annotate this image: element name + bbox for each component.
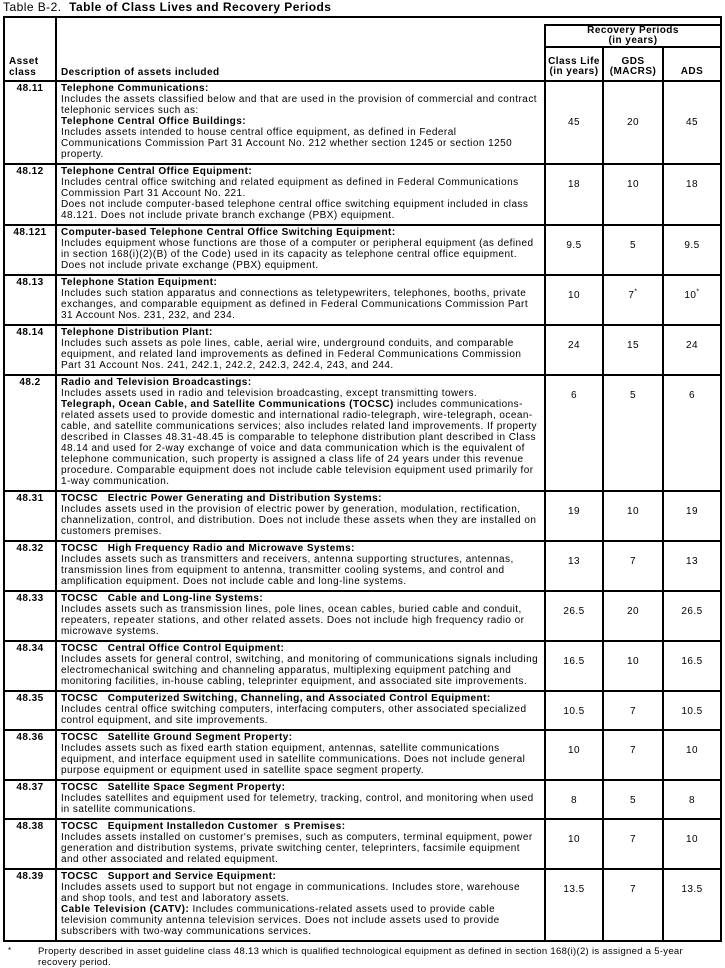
description-cell xyxy=(55,781,544,818)
col-header-class-life: Class Life (in years) xyxy=(544,48,602,80)
description-paragraph: Telephone Distribution Plant: xyxy=(61,327,213,338)
asset-class-cell: 48.34 xyxy=(16,643,44,654)
class-life-cell: 6 xyxy=(544,376,602,490)
description-paragraph: Does not include computer-based telephone central office switching equipment included in class 48.121. Does not include private branch exchange (PBX) equipment. xyxy=(61,199,532,221)
table-row xyxy=(5,540,720,590)
description-paragraph: Radio and Television Broadcastings: xyxy=(61,377,252,388)
table-row xyxy=(5,640,720,690)
description-paragraph: Computer-based Telephone Central Office Switching Equipment: xyxy=(61,227,396,238)
gds-cell: 10 xyxy=(602,642,662,690)
ads-cell: 8 xyxy=(662,781,720,818)
ads-cell: 16.5 xyxy=(662,642,720,690)
description-cell xyxy=(55,276,544,324)
description-cell xyxy=(55,542,544,590)
class-life-cell: 24 xyxy=(544,326,602,374)
table-row xyxy=(5,274,720,324)
description-paragraph: Includes central office switching computers, interfacing computers, other associated specialized control equipment, and site improvements. xyxy=(61,704,530,726)
asset-class-cell: 48.14 xyxy=(16,327,44,338)
description-cell xyxy=(55,820,544,868)
table-row xyxy=(5,324,720,374)
table-body xyxy=(5,80,720,940)
asset-class-cell: 48.35 xyxy=(16,693,44,704)
ads-cell: 13 xyxy=(662,542,720,590)
asset-class-cell: 48.31 xyxy=(16,493,44,504)
description-paragraph: Includes the assets classified below and that are used in the provision of commercial and contract telephonic services such as: xyxy=(61,94,541,116)
class-life-cell: 26.5 xyxy=(544,592,602,640)
asset-class-cell: 48.32 xyxy=(16,543,44,554)
col-header-recovery-periods: Recovery Periods (in years) xyxy=(544,24,720,48)
footnote-text: Property described in asset guideline class 48.13 which is qualified technological equipment as defined in section 168(i)(2) is assigned a 5-year recovery period. xyxy=(38,946,683,968)
asset-class-cell: 48.38 xyxy=(16,821,44,832)
asset-class-cell: 48.37 xyxy=(16,782,44,793)
ads-cell: 10 xyxy=(662,731,720,779)
table-row xyxy=(5,374,720,490)
class-life-cell: 8 xyxy=(544,781,602,818)
class-life-cell: 10 xyxy=(544,820,602,868)
description-paragraph: Includes assets such as fixed earth station equipment, antennas, satellite communications equipment, and interface equipment used in satellite communications. Does not include general purpose equipment or equipment used in satellite space segment property. xyxy=(61,743,529,776)
table-row xyxy=(5,729,720,779)
description-paragraph: Telegraph, Ocean Cable, and Satellite Communications (TOCSC) includes communications-related assets used to provide domestic and international radio-telegraph, wire-telegraph, ocean-cable, and satellite communications services; also includes related land improvements. If property described in Classes 48.31-48.45 is comparable to telephone distribution plant described in Class 48.14 and used for 2-way exchange of voice and data communication which is the equivalent of telephone communication, such property is assigned a class life of 24 years under this revenue procedure. Comparable equipment does not include cable television equipment used primarily for 1-way communication. xyxy=(61,399,541,487)
description-paragraph: Telephone Station Equipment: xyxy=(61,277,218,288)
ads-cell: 9.5 xyxy=(662,226,720,274)
description-paragraph: Includes assets used to support but not engage in communications. Includes store, warehouse and shop tools, and test and laboratory assets. xyxy=(61,882,524,904)
ads-cell: 18 xyxy=(662,165,720,224)
description-paragraph: Includes assets installed on customer's premises, such as computers, terminal equipment, power generation and distribution systems, private switching center, teleprinters, facsimile equipment and other associated and related equipment. xyxy=(61,832,536,865)
description-paragraph: Includes assets used in radio and television broadcasting, except transmitting towers. xyxy=(61,388,478,399)
description-paragraph: Includes equipment whose functions are those of a computer or peripheral equipment (as defined in section 168(i)(2)(B) of the Code) used in its capacity as telephone central office equipment. Does not include private exchange (PBX) equipment. xyxy=(61,238,537,271)
table-row xyxy=(5,590,720,640)
description-cell xyxy=(55,376,544,490)
gds-cell: 7 xyxy=(602,820,662,868)
table-number: Table B-2. xyxy=(3,0,70,14)
asset-class-cell: 48.121 xyxy=(13,227,47,238)
gds-cell: 7 xyxy=(602,731,662,779)
description-cell xyxy=(55,870,544,940)
header-subrow xyxy=(544,48,720,80)
description-paragraph: Includes assets for general control, switching, and monitoring of communications signals including electromechanical switching and channeling apparatus, multiplexing equipment patching and monitoring facilities, in-house cabling, teleprinter equipment, and associated site improvements. xyxy=(61,654,542,687)
class-life-cell: 18 xyxy=(544,165,602,224)
description-paragraph: Cable Television (CATV): Includes communications-related assets used to provide cable television community antenna television services. Does not include assets used to provide subscribers with two-way communications services. xyxy=(61,904,503,937)
table-row xyxy=(5,818,720,868)
gds-cell: 10 xyxy=(602,165,662,224)
description-paragraph: Includes assets such as transmission lines, pole lines, ocean cables, buried cable and conduit, repeaters, repeater stations, and other related assets. Does not include high frequency radio or microwave systems. xyxy=(61,604,528,637)
table-row xyxy=(5,868,720,940)
description-paragraph: Includes such assets as pole lines, cable, aerial wire, underground conduits, and comparable equipment, and related land improvements as defined in Federal Communications Commission Part 31 Account Nos. 241, 242.1, 242.2, 242.3, 242.4, 243, and 244. xyxy=(61,338,525,371)
description-cell xyxy=(55,226,544,274)
ads-cell: 10 xyxy=(662,820,720,868)
description-cell xyxy=(55,731,544,779)
description-cell xyxy=(55,692,544,729)
gds-cell: 7 xyxy=(602,692,662,729)
asset-class-cell: 48.11 xyxy=(16,83,44,94)
class-life-cell: 16.5 xyxy=(544,642,602,690)
class-life-cell: 13.5 xyxy=(544,870,602,940)
ads-cell: 19 xyxy=(662,492,720,540)
table-header xyxy=(5,18,720,80)
description-paragraph: Includes assets used in the provision of electric power by generation, modulation, rectification, channelization, control, and distribution. Does not include these assets when they are installed on customers premises. xyxy=(61,504,540,537)
description-cell xyxy=(55,492,544,540)
class-life-cell: 9.5 xyxy=(544,226,602,274)
ads-cell: 6 xyxy=(662,376,720,490)
description-paragraph: TOCSC Cable and Long-line Systems: xyxy=(61,593,264,604)
class-life-cell: 10.5 xyxy=(544,692,602,729)
gds-cell: 10 xyxy=(602,492,662,540)
ads-cell: 24 xyxy=(662,326,720,374)
table-row xyxy=(5,490,720,540)
description-paragraph: TOCSC Electric Power Generating and Distribution Systems: xyxy=(61,493,382,504)
table-row xyxy=(5,779,720,818)
gds-cell: 20 xyxy=(602,82,662,163)
footnote xyxy=(8,946,725,968)
page-title xyxy=(0,0,725,16)
asset-class-cell: 48.12 xyxy=(16,166,44,177)
col-header-asset-class: Asset class xyxy=(9,56,39,78)
description-paragraph: TOCSC Satellite Space Segment Property: xyxy=(61,782,286,793)
table-row xyxy=(5,80,720,163)
description-paragraph: Telephone Communications: xyxy=(61,83,209,94)
class-life-cell: 13 xyxy=(544,542,602,590)
class-life-cell: 10 xyxy=(544,731,602,779)
class-lives-table xyxy=(3,16,722,942)
gds-cell: 5 xyxy=(602,781,662,818)
description-paragraph: Telephone Central Office Equipment: xyxy=(61,166,253,177)
asset-class-cell: 48.2 xyxy=(19,377,41,388)
description-paragraph: TOCSC Computerized Switching, Channeling, and Associated Control Equipment: xyxy=(61,693,491,704)
table-row xyxy=(5,163,720,224)
class-life-cell: 45 xyxy=(544,82,602,163)
ads-cell: 26.5 xyxy=(662,592,720,640)
table-title: Table of Class Lives and Recovery Periods xyxy=(69,0,332,14)
gds-cell: 15 xyxy=(602,326,662,374)
ads-cell: 13.5 xyxy=(662,870,720,940)
col-header-gds: GDS (MACRS) xyxy=(602,48,662,80)
asset-class-cell: 48.13 xyxy=(16,277,44,288)
gds-cell: 7 xyxy=(602,542,662,590)
gds-cell: 5 xyxy=(602,226,662,274)
description-cell xyxy=(55,165,544,224)
class-life-cell: 19 xyxy=(544,492,602,540)
col-header-ads: ADS xyxy=(662,48,720,80)
description-cell xyxy=(55,592,544,640)
description-paragraph: Includes such station apparatus and connections as teletypewriters, telephones, booths, private exchanges, and comparable equipment as defined in Federal Communications Commission Part 31 Account Nos. 231, 232, and 234. xyxy=(61,288,532,321)
description-paragraph: TOCSC Central Office Control Equipment: xyxy=(61,643,285,654)
description-cell xyxy=(55,642,544,690)
description-paragraph: Includes assets intended to house central office equipment, as defined in Federal Communications Commission Part 31 Account No. 212 whether section 1245 or section 1250 property. xyxy=(61,127,516,160)
description-paragraph: TOCSC Satellite Ground Segment Property: xyxy=(61,732,293,743)
description-paragraph: Includes satellites and equipment used for telemetry, tracking, control, and monitoring when used in satellite communications. xyxy=(61,793,537,815)
col-header-description: Description of assets included xyxy=(55,18,720,80)
gds-cell: 5 xyxy=(602,376,662,490)
asset-class-cell: 48.39 xyxy=(16,871,44,882)
asset-class-cell: 48.36 xyxy=(16,732,44,743)
gds-cell: 20 xyxy=(602,592,662,640)
footnote-marker: * xyxy=(8,946,12,955)
description-paragraph: Includes central office switching and related equipment as defined in Federal Communications Commission Part 31 Account No. 221. xyxy=(61,177,522,199)
description-cell xyxy=(55,82,544,163)
gds-cell: 7* xyxy=(602,276,662,324)
description-cell xyxy=(55,326,544,374)
asset-class-cell: 48.33 xyxy=(16,593,44,604)
description-paragraph: TOCSC High Frequency Radio and Microwave Systems: xyxy=(61,543,355,554)
ads-cell: 10.5 xyxy=(662,692,720,729)
gds-cell: 7 xyxy=(602,870,662,940)
ads-cell: 10* xyxy=(662,276,720,324)
ads-cell: 45 xyxy=(662,82,720,163)
description-paragraph: Telephone Central Office Buildings: xyxy=(61,116,247,127)
description-paragraph: Includes assets such as transmitters and receivers, antenna supporting structures, antennas, transmission lines from equipment to antenna, transmitter cooling systems, and control and amplification equipment. Does not include cable and long-line systems. xyxy=(61,554,517,587)
table-row xyxy=(5,224,720,274)
description-paragraph: TOCSC Support and Service Equipment: xyxy=(61,871,277,882)
class-life-cell: 10 xyxy=(544,276,602,324)
description-paragraph: TOCSC Equipment Installedon Customer s Premises: xyxy=(61,821,346,832)
table-row xyxy=(5,690,720,729)
